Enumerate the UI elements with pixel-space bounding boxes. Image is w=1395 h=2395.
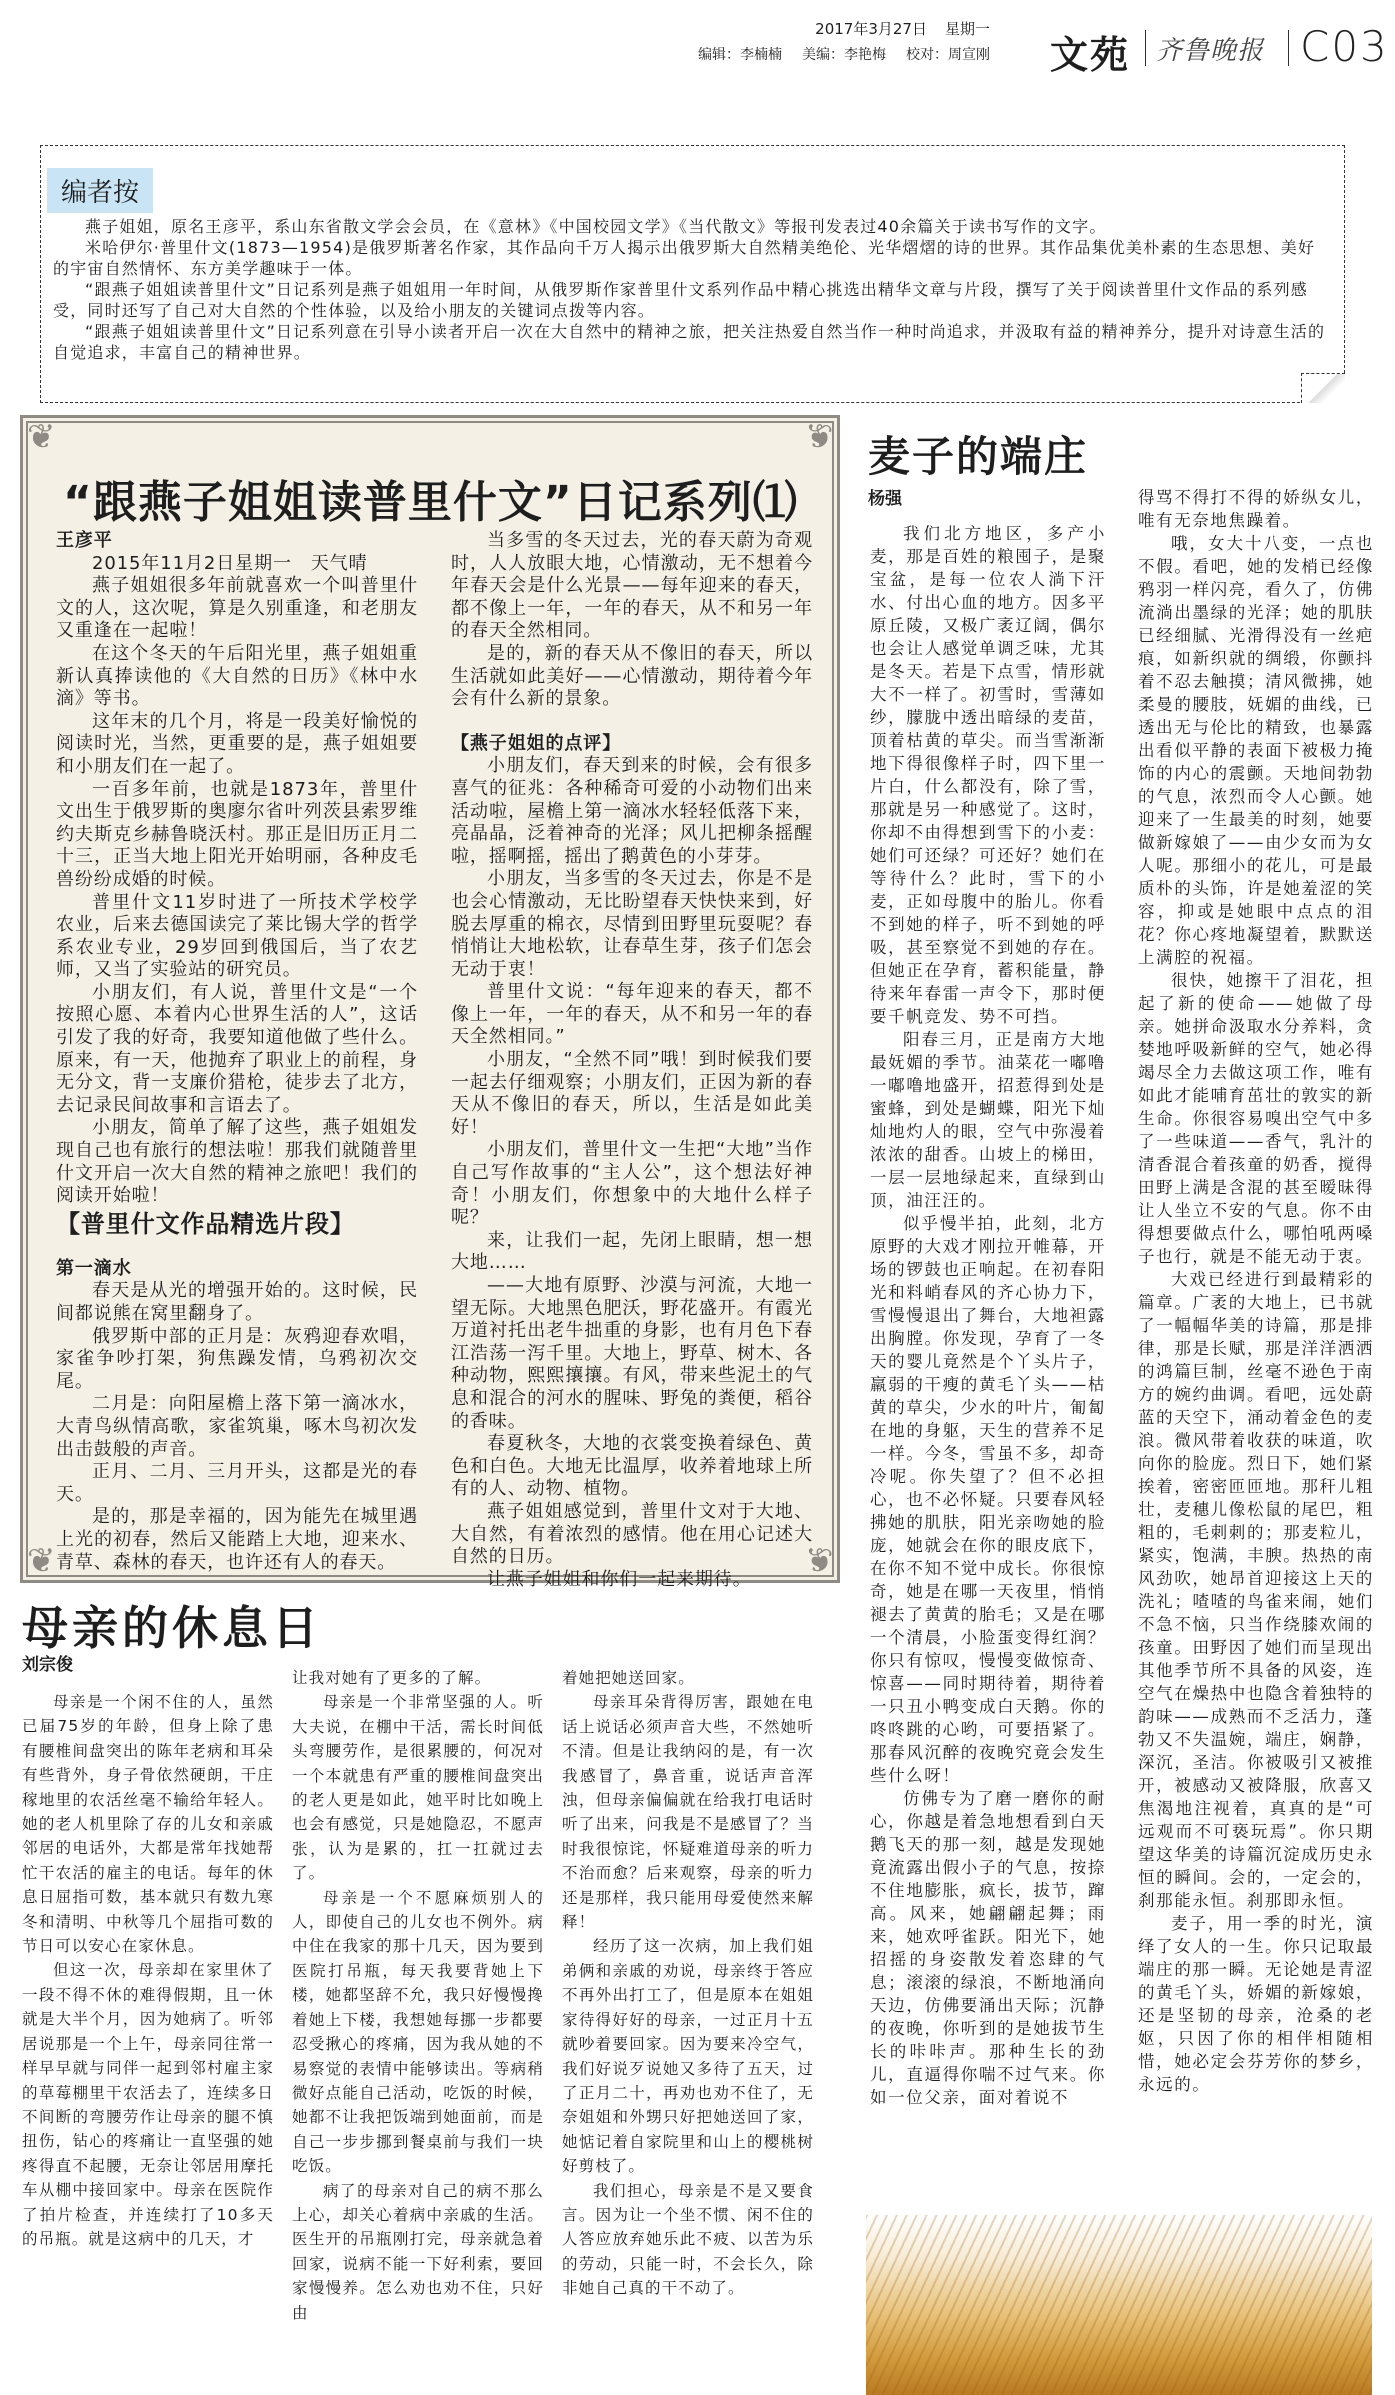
paragraph: 母亲是一个不愿麻烦别人的人，即使自己的儿女也不例外。病中住在我家的那十几天，因为要到医院打吊瓶，每天我要背她上下楼，她都坚辞不允，我只好慢慢搀着她上下楼，我想她每挪一步都要忍受揪心的疼痛，因为我从她的不易察觉的表情中能够读出。等病稍微好点能自己活动，吃饭的时候，她都不让我把饭端到她面前，而是自己一步步挪到餐桌前与我们一块吃饭。: [292, 1888, 544, 2176]
ornament-corner-icon: ❦: [27, 1541, 56, 1581]
paragraph: 小朋友，当多雪的冬天过去，你是不是也会心情激动，无比盼望春天快快来到，好脱去厚重的棉衣，尽情到田野里玩耍呢？春悄悄让大地松软，让春草生芽，孩子们怎会无动于衷！: [451, 868, 813, 980]
wheat-column-1: [870, 522, 1106, 2109]
paragraph: 母亲耳朵背得厉害，跟她在电话上说话必须声音大些，不然她听不清。但是让我纳闷的是，有一次我感冒了，鼻音重，说话声音浑浊，但母亲偏偏就在给我打电话时听了出来，问我是不是感冒了？当时我很惊诧，怀疑难道母亲的听力不治而愈？后来观察，母亲的听力还是那样，我只能用母爱使然来解释！: [562, 1693, 814, 1932]
header-divider: [1288, 30, 1289, 66]
editor-note-label: 编者按: [47, 168, 153, 213]
staff-credits: [698, 44, 990, 64]
diary-column-2: [451, 530, 813, 1591]
paragraph: 春夏秋冬，大地的衣裳变换着绿色、黄色和白色。大地无比温厚，收养着地球上所有的人、动物、植物。: [451, 1433, 813, 1500]
paragraph: 经历了这一次病，加上我们姐弟俩和亲戚的劝说，母亲终于答应不再外出打工了，但是原本在姐姐家待得好好的母亲，一过正月十五就吵着要回家。因为要来冷空气，我们好说歹说她又多待了五天，过了正月二十，再劝也劝不住了，无奈姐姐和外甥只好把她送回了家，她惦记着自家院里和山上的樱桃树好剪枝了。: [562, 1937, 814, 2176]
paragraph: 母亲是一个闲不住的人，虽然已届75岁的年龄，但身上除了患有腰椎间盘突出的陈年老病和耳朵有些背外，身子骨依然硬朗，干庄稼地里的农活丝毫不输给年轻人。她的老人机里除了存的儿女和亲戚邻居的电话外，大都是常年找她帮忙干农活的雇主的电话。每年的休息日屈指可数，基本就只有数九寒冬和清明、中秋等几个屈指可数的节日可以安心在家休息。: [22, 1693, 274, 1956]
paragraph: 普里什文11岁时进了一所技术学校学农业，后来去德国读完了莱比锡大学的哲学系农业专业，29岁回到俄国后，当了农艺师，又当了实验站的研究员。: [56, 891, 418, 981]
paragraph: 来，让我们一起，先闭上眼睛，想一想大地……: [451, 1229, 813, 1274]
paragraph: 正月、二月、三月开头，这都是光的春天。: [56, 1461, 418, 1505]
wheat-author: 杨强: [868, 489, 902, 509]
paragraph: 在这个冬天的午后阳光里，燕子姐姐重新认真捧读他的《大自然的日历》《林中水滴》等书。: [56, 642, 418, 710]
paragraph: 让燕子姐姐和你们一起来期待。: [487, 1568, 752, 1590]
paragraph: 燕子姐姐，原名王彦平，系山东省散文学会会员，在《意林》《中国校园文学》《当代散文》等报刊发表过40余篇关于读书写作的文字。: [85, 217, 1107, 236]
wheat-column-2: [1138, 486, 1374, 2096]
issue-date: [815, 18, 990, 39]
paragraph: “跟燕子姐姐读普里什文”日记系列是燕子姐姐用一年时间，从俄罗斯作家普里什文系列作品中精心挑选出精华文章与片段，撰写了关于阅读普里什文作品的系列感受，同时还写了自己对大自然的个性体验，以及给小朋友的关键词点拨等内容。: [53, 280, 1308, 320]
date-text: 2017年3月27日: [815, 20, 927, 38]
paragraph: 二月是：向阳屋檐上落下第一滴冰水，大青鸟纵情高歌，家雀筑巢，啄木鸟初次发出击鼓般的声音。: [56, 1393, 418, 1460]
paragraph: 普里什文说：“每年迎来的春天，都不像上一年，一年的春天，从不和另一年的春天全然相同。”: [451, 981, 813, 1048]
paragraph: 我们担心，母亲是不是又要食言。因为让一个坐不惯、闲不住的人答应放弃她乐此不疲、以苦为乐的劳动，只能一时，不会长久，除非她自己真的干不动了。: [562, 2181, 814, 2298]
paragraph-continued: 着她把她送回家。: [562, 1669, 695, 1687]
paragraph: 大戏已经进行到最精彩的篇章。广袤的大地上，已书就了一幅幅华美的诗篇，那是排律，那是长赋，那是洋洋洒洒的鸿篇巨制，丝毫不逊色于南方的婉约曲调。看吧，远处蔚蓝的天空下，涌动着金色的麦浪。微风带着收获的味道，吹向你的脸庞。烈日下，她们紧挨着，密密匝匝地。那秆儿粗壮，麦穗儿像松鼠的尾巴，粗粗的，毛刺刺的；那麦粒儿，紧实，饱满，丰腴。热热的南风劲吹，她昂首迎接这上天的洗礼；喳喳的鸟雀来闹，她们不急不恼，只当作绕膝欢闹的孩童。田野因了她们而呈现出其他季节所不具备的风姿，连空气在燥热中也隐含着独特的韵味——成熟而不乏活力，蓬勃又不失温婉，端庄，娴静，深沉，圣洁。你被吸引又被推开，被感动又被降服，欣喜又焦渴地注视着，真真的是“可远观而不可亵玩焉”。你只期望这华美的诗篇沉淀成历史永恒的瞬间。会的，一定会的，刹那能永恒。刹那即永恒。: [1138, 1270, 1374, 1910]
ornament-corner-icon: ❦: [804, 417, 833, 457]
ornament-corner-icon: ❦: [27, 417, 56, 457]
ornament-corner-icon: ❦: [804, 1541, 833, 1581]
paragraph: 是的，新的春天从不像旧的春天，所以生活就如此美好——心情激动，期待着今年会有什么新的景象。: [451, 642, 813, 710]
paragraph: 阳春三月，正是南方大地最妩媚的季节。油菜花一嘟噜一嘟噜地盛开，招惹得到处是蜜蜂，到处是蝴蝶，阳光下灿灿地灼人的眼，空气中弥漫着浓浓的甜香。山坡上的梯田，一层一层地绿起来，直绿到山顶，油汪汪的。: [870, 1030, 1106, 1210]
subheading: 第一滴水: [56, 1257, 132, 1279]
mother-column-2: [292, 1666, 544, 2325]
paragraph: 米哈伊尔·普里什文(1873—1954)是俄罗斯著名作家，其作品向千万人揭示出俄罗斯大自然精美绝伦、光华熠熠的诗的世界。其作品集优美朴素的生态思想、美好的宇宙自然情怀、东方美学趣味于一体。: [53, 238, 1316, 278]
mother-author: 刘宗俊: [22, 1655, 73, 1675]
paragraph: 小朋友们，普里什文一生把“大地”当作自己写作故事的“主人公”，这个想法好神奇！小朋友们，你想象中的大地什么样子呢？: [451, 1139, 813, 1229]
paragraph: 哦，女大十八变，一点也不假。看吧，她的发梢已经像鸦羽一样闪亮，看久了，仿佛流淌出墨绿的光泽；她的肌肤已经细腻、光滑得没有一丝疤痕，如新织就的绸缎，你颤抖着不忍去触摸；清风微拂，她柔曼的腰肢，妩媚的曲线，已透出无与伦比的精致，也暴露出看似平静的表面下被极力掩饰的内心的震颤。天地间勃勃的气息，浓烈而令人心颤。她迎来了一生最美的时刻，她要做新嫁娘了——由少女而为女人呢。那细小的花儿，可是最质朴的头饰，许是她羞涩的笑容，抑或是她眼中点点的泪花？你心疼地凝望着，默默送上满腔的祝福。: [1138, 534, 1374, 967]
diary-date: 2015年11月2日星期一 天气晴: [92, 552, 368, 574]
editor-credit: 编辑：李楠楠: [698, 47, 782, 63]
newspaper-logo: 齐鲁晚报: [1156, 36, 1265, 66]
editor-note-body: [53, 216, 1332, 363]
wheat-title: 麦子的端庄: [868, 432, 1089, 481]
header-divider: [1145, 30, 1146, 66]
paragraph-continued: 得骂不得打不得的娇纵女儿，唯有无奈地焦躁着。: [1138, 488, 1374, 530]
paragraph: 似乎慢半拍，此刻，北方原野的大戏才刚拉开帷幕，开场的锣鼓也正响起。在初春阳光和料峭春风的齐心协力下，雪慢慢退出了舞台，大地袒露出胸膛。你发现，孕育了一冬天的婴儿竟然是个丫头片子，羸弱的干瘦的黄毛丫头——枯黄的草尖，少水的叶片，匍匐在地的身躯，天生的营养不足一样。今冬，雪虽不多，却奇冷呢。你失望了？但不必担心，也不必怀疑。只要春风轻拂她的肌肤，阳光亲吻她的脸庞，她就会在你的眼皮底下，在你不知不觉中成长。你很惊奇，她是在哪一天夜里，悄悄褪去了黄黄的胎毛；又是在哪一个清晨，小脸蛋变得红润？你只有惊叹，慢慢变做惊奇、惊喜——同时期待着，期待着一只丑小鸭变成白天鹅。你的咚咚跳的心哟，可要捂紧了。那春风沉醉的夜晚究竟会发生些什么呀！: [870, 1214, 1106, 1785]
mother-column-1: [22, 1690, 274, 2251]
paragraph: 小朋友们，有人说，普里什文是“一个按照心愿、本着内心世界生活的人”，这话引发了我的好奇，我要知道他做了些什么。原来，有一天，他抛弃了职业上的前程，身无分文，背一支廉价猎枪，徒步去了北方，去记录民间故事和言语去了。: [56, 981, 418, 1116]
subheading: 【燕子姐姐的点评】: [451, 732, 622, 754]
page-number: C03: [1300, 22, 1389, 71]
art-editor-credit: 美编：李艳梅: [802, 47, 886, 63]
paragraph: “跟燕子姐姐读普里什文”日记系列意在引导小读者开启一次在大自然中的精神之旅，把关注热爱自然当作一种时尚追求，并汲取有益的精神养分，提升对诗意生活的自觉追求，丰富自己的精神世界。: [53, 322, 1326, 362]
paragraph: 燕子姐姐感觉到，普里什文对于大地、大自然，有着浓烈的感情。他在用心记述大自然的日历。: [451, 1500, 813, 1568]
diary-article: [20, 415, 840, 1590]
paragraph: ——大地有原野、沙漠与河流，大地一望无际。大地黑色肥沃，野花盛开。有霞光万道衬托出老牛拙重的身影，也有月色下春江浩荡一泻千里。大地上，野草、树木、各种动物，熙熙攘攘。有风，带来些泥土的气息和混合的河水的腥味、野兔的粪便，稻谷的香味。: [451, 1275, 813, 1432]
diary-column-1: [56, 530, 418, 1574]
paragraph: 母亲是一个非常坚强的人。听大夫说，在棚中干活，需长时间低头弯腰劳作，是很累腰的，何况对一个本就患有严重的腰椎间盘突出的老人更是如此，她平时比如晚上也会有感觉，只是她隐忍，不愿声张，认为是累的，扛一扛就过去了。: [292, 1693, 544, 1883]
paragraph: 病了的母亲对自己的病不那么上心，却关心着病中亲戚的生活。医生开的吊瓶刚打完，母亲就急着回家，说病不能一下好利索，要回家慢慢养。怎么劝也劝不住，只好由: [292, 2181, 544, 2322]
wheat-field-image: [866, 2215, 1372, 2395]
page-curl-decoration: [1301, 373, 1345, 403]
paragraph: 春天是从光的增强开始的。这时候，民间都说熊在窝里翻身了。: [56, 1280, 418, 1324]
paragraph: 我们北方地区，多产小麦，那是百姓的粮囤子，是聚宝盆，是每一位农人淌下汗水、付出心血的地方。因多平原丘陵，又极广袤辽阔，偶尔也会让人感觉单调乏味，尤其是冬天。若是下点雪，情形就大不一样了。初雪时，雪薄如纱，朦胧中透出暗绿的麦苗，顶着枯黄的草尖。而当雪渐渐地下得很像样子时，四下里一片白，什么都没有，除了雪，那就是另一种感觉了。这时，你却不由得想到雪下的小麦：她们可还绿？可还好？她们在等待什么？此时，雪下的小麦，正如母腹中的胎儿。你看不到她的样子，听不到她的呼吸，甚至察觉不到她的存在。但她正在孕育，蓄积能量，静待来年春雷一声令下，那时便要千帆竞发、势不可挡。: [870, 524, 1106, 1026]
weekday-text: 星期一: [944, 20, 990, 38]
paragraph: 仿佛专为了磨一磨你的耐心，你越是着急地想看到白天鹅飞天的那一刻，越是发现她竟流露出假小子的气息，按捺不住地膨胀，疯长，拔节，蹿高。风来，她翩翩起舞；雨来，她欢呼雀跃。阳光下，她招摇的身姿散发着恣肆的气息；滚滚的绿浪，不断地涌向天边，仿佛要涌出天际；沉静的夜晚，你听到的是她拔节生长的咔咔声。那种生长的劲儿，直逼得你喘不过气来。你如一位父亲，面对着说不: [870, 1789, 1106, 2107]
editor-note-box: [40, 145, 1345, 403]
paragraph: 是的，那是幸福的，因为能先在城里遇上光的初春，然后又能踏上大地，迎来水、青草、森林的春天，也许还有人的春天。: [56, 1506, 418, 1573]
paragraph: 俄罗斯中部的正月是：灰鸦迎春欢唱，家雀争吵打架，狗焦躁发情，乌鸦初次交尾。: [56, 1325, 418, 1392]
section-heading: 【普里什文作品精选片段】: [56, 1209, 355, 1238]
paragraph: 这年末的几个月，将是一段美好愉悦的阅读时光，当然，更重要的是，燕子姐姐要和小朋友们在一起了。: [56, 710, 418, 777]
paragraph: 燕子姐姐很多年前就喜欢一个叫普里什文的人，这次呢，算是久别重逢，和老朋友又重逢在一起啦！: [56, 575, 418, 642]
author-name: 王彦平: [56, 530, 113, 551]
paragraph: 一百多年前，也就是1873年，普里什文出生于俄罗斯的奥廖尔省叶列茨县索罗维约夫斯克乡赫鲁晓沃村。那正是旧历正月二十三，正当大地上阳光开始明丽，各种皮毛兽纷纷成婚的时候。: [56, 778, 418, 890]
paragraph: 小朋友，“全然不同”哦！到时候我们要一起去仔细观察；小朋友们，正因为新的春天从不像旧的春天，所以，生活是如此美好！: [451, 1049, 813, 1138]
paragraph-continued: 让我对她有了更多的了解。: [292, 1669, 492, 1687]
paragraph: 麦子，用一季的时光，演绎了女人的一生。你只记取最端庄的那一瞬。无论她是青涩的黄毛丫头，娇媚的新嫁娘，还是坚韧的母亲，沧桑的老妪，只因了你的相伴相随相惜，她必定会芬芳你的梦乡，永远的。: [1138, 1914, 1374, 2094]
section-name: 文苑: [1050, 33, 1131, 77]
mother-column-3: [562, 1666, 814, 2301]
paragraph: 小朋友们，春天到来的时候，会有很多喜气的征兆：各种稀奇可爱的小动物们出来活动啦，屋檐上第一滴冰水轻轻低落下来，亮晶晶，泛着神奇的光泽；风儿把柳条摇醒啦，摇啊摇，摇出了鹅黄色的小芽芽。: [451, 755, 813, 867]
proofreader-credit: 校对：周宣刚: [906, 47, 990, 63]
diary-title: “跟燕子姐姐读普里什文”日记系列⑴: [63, 477, 798, 528]
paragraph: 当多雪的冬天过去，光的春天蔚为奇观时，人人放眼大地，心情激动，无不想着今年春天会是什么光景——每年迎来的春天，都不像上一年，一年的春天，从不和另一年的春天全然相同。: [451, 530, 813, 642]
paragraph: 小朋友，简单了解了这些，燕子姐姐发现自己也有旅行的想法啦！那我们就随普里什文开启一次大自然的精神之旅吧！我们的阅读开始啦！: [56, 1117, 418, 1207]
mother-title: 母亲的休息日: [22, 1601, 322, 1655]
paragraph: 很快，她擦干了泪花，担起了新的使命——她做了母亲。她拼命汲取水分养料，贪婪地呼吸新鲜的空气，她必得竭尽全力去做这项工作，唯有如此才能哺育茁壮的敦实的新生命。你很容易嗅出空气中多了一些味道——香气，乳汁的清香混合着孩童的奶香，搅得田野上满是含混的甚至暧昧得让人坐立不安的气息。你不由得想要做点什么，哪怕吼两嗓子也行，就是不能无动于衷。: [1138, 971, 1374, 1266]
paragraph: 但这一次，母亲却在家里休了一段不得不休的难得假期，且一休就是大半个月，因为她病了。听邻居说那是一个上午，母亲同往常一样早早就与同伴一起到邻村雇主家的草莓棚里干农活去了，连续多日不间断的弯腰劳作让母亲的腿不慎扭伤，钻心的疼痛让一直坚强的她疼得直不起腰，无奈让邻居用摩托车从棚中接回家中。母亲在医院作了拍片检查，并连续打了10多天的吊瓶。就是这病中的几天，才: [22, 1961, 274, 2248]
